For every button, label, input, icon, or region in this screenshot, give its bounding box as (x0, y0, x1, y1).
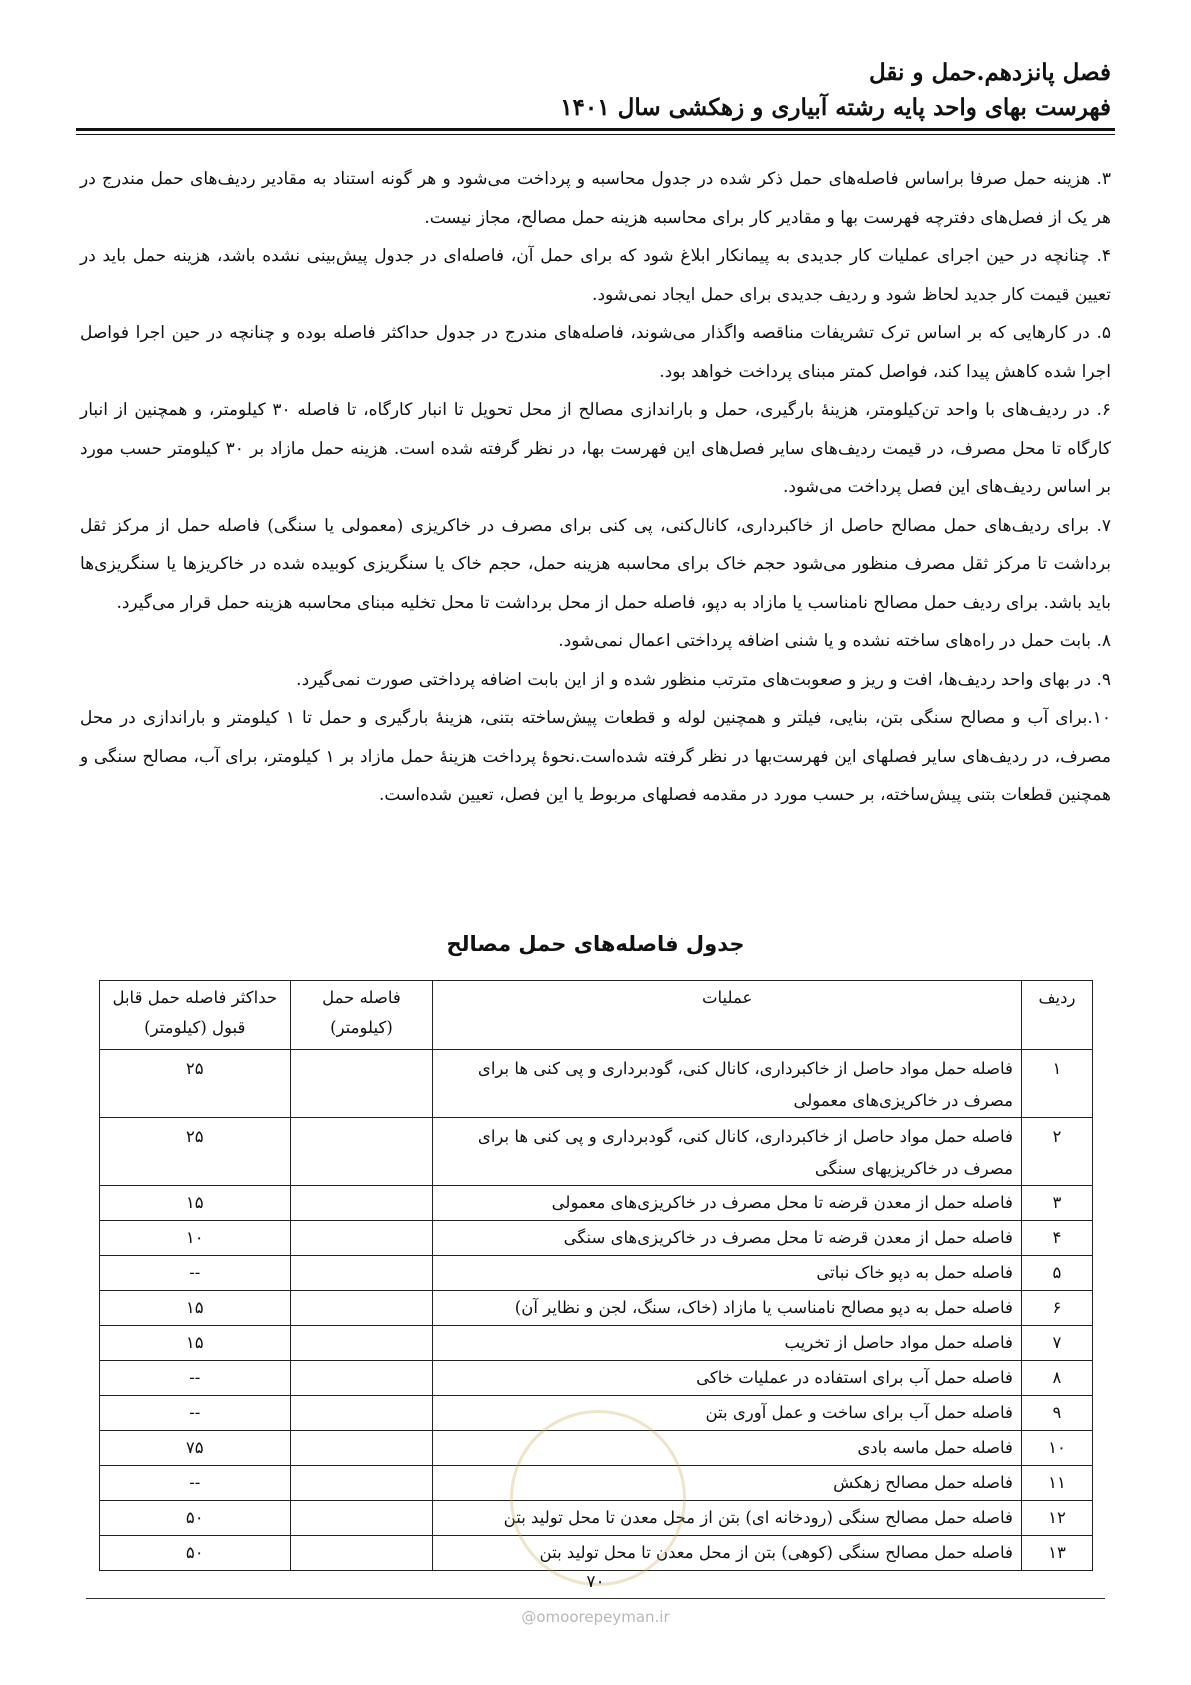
header-rule-thin (76, 134, 1115, 135)
row-operation: فاصله حمل مصالح سنگی (رودخانه ای) بتن از محل معدن تا محل تولید بتن (433, 1501, 1022, 1536)
paragraph-7: ۷. برای ردیف‌های حمل مصالح حاصل از خاکبرداری، کانال‌کنی، پی کنی برای مصرف در خاکریزی (معمولی یا سنگی) فاصله حمل از مرکز ثقل برداشت تا مرکز ثقل مصرف منظور می‌شود حجم خاک برای محاسبه هزینه حمل، حجم خاک یا سنگریزی کوبیده شده در خاکریزها یا سنگریزی‌ها باید باشد. برای ردیف حمل مصالح نامناسب یا مازاد به دپو، فاصله حمل از محل برداشت تا محل تخلیه مبنای محاسبه هزینه حمل قرار می‌گیرد. (80, 515, 1111, 613)
table-row (100, 1221, 1093, 1256)
page-number: ۷۰ (586, 1572, 605, 1592)
watermark-text: @omoorepeyman.ir (521, 1608, 670, 1626)
row-number: ۸ (1021, 1361, 1092, 1396)
paragraph-4: ۴. چنانچه در حین اجرای عملیات کار جدیدی به پیمانکار ابلاغ شود که برای حمل آن، فاصله‌ای در جدول پیش‌بینی نشده باشد، هزینه حمل باید در تعیین قیمت کار جدید لحاظ شود و ردیف جدیدی برای حمل ایجاد نمی‌شود. (80, 246, 1111, 305)
header-distance: فاصله حمل (کیلومتر) (290, 981, 433, 1050)
row-operation: فاصله حمل مواد حاصل از خاکبرداری، کانال کنی، گودبرداری و پی کنی ها برای مصرف در خاکریزی‌های معمولی (433, 1050, 1022, 1118)
row-distance (290, 1536, 433, 1571)
row-operation: فاصله حمل به دپو مصالح نامناسب یا مازاد (خاک، سنگ، لجن و نظایر آن) (433, 1291, 1022, 1326)
row-max-distance: ۱۰ (100, 1221, 291, 1256)
table-row (100, 1118, 1093, 1186)
table-row (100, 1326, 1093, 1361)
row-number: ۲ (1021, 1118, 1092, 1186)
row-operation: فاصله حمل مصالح زهکش (433, 1466, 1022, 1501)
row-operation: فاصله حمل آب برای ساخت و عمل آوری بتن (433, 1396, 1022, 1431)
body-text (80, 160, 1111, 815)
row-max-distance: ۵۰ (100, 1501, 291, 1536)
row-number: ۱۲ (1021, 1501, 1092, 1536)
paragraph-3: ۳. هزینه حمل صرفا براساس فاصله‌های حمل ذکر شده در جدول محاسبه و پرداخت می‌شود و هر گونه استناد به مقادیر ردیف‌های حمل مندرج در هر یک از فصل‌های دفترچه فهرست بها و مقادیر کار برای محاسبه هزینه حمل مصالح، مجاز نیست. (80, 169, 1111, 228)
row-number: ۳ (1021, 1186, 1092, 1221)
watermark-seal-icon (510, 1410, 686, 1586)
row-max-distance: -- (100, 1256, 291, 1291)
table-row (100, 1186, 1093, 1221)
row-operation: فاصله حمل آب برای استفاده در عملیات خاکی (433, 1361, 1022, 1396)
table-row (100, 1256, 1093, 1291)
row-max-distance: ۷۵ (100, 1431, 291, 1466)
row-number: ۷ (1021, 1326, 1092, 1361)
row-max-distance: ۱۵ (100, 1291, 291, 1326)
row-distance (290, 1256, 433, 1291)
row-max-distance: -- (100, 1396, 291, 1431)
row-distance (290, 1221, 433, 1256)
row-number: ۵ (1021, 1256, 1092, 1291)
table-row (100, 1050, 1093, 1118)
paragraph-6: ۶. در ردیف‌های با واحد تن‌کیلومتر، هزینهٔ بارگیری، حمل و باراندازی مصالح از محل تحویل تا انبار کارگاه، تا فاصله ۳۰ کیلومتر، و همچنین از انبار کارگاه تا محل مصرف، در قیمت ردیف‌های سایر فصل‌های این فهرست بها، در نظر گرفته شده است. هزینه حمل مازاد بر ۳۰ کیلومتر حسب مورد بر اساس ردیف‌های این فصل پرداخت می‌شود. (80, 400, 1111, 497)
row-number: ۶ (1021, 1291, 1092, 1326)
row-distance (290, 1050, 433, 1118)
row-number: ۱۰ (1021, 1431, 1092, 1466)
row-max-distance: -- (100, 1361, 291, 1396)
row-number: ۱۳ (1021, 1536, 1092, 1571)
row-distance (290, 1431, 433, 1466)
row-max-distance: ۱۵ (100, 1326, 291, 1361)
paragraph-5: ۵. در کارهایی که بر اساس ترک تشریفات مناقصه واگذار می‌شوند، فاصله‌های مندرج در جدول حداکثر فاصله بوده و چنانچه در حین اجرا فواصل اجرا شده کاهش پیدا کند، فواصل کمتر مبنای پرداخت خواهد بود. (80, 323, 1111, 382)
row-max-distance: -- (100, 1466, 291, 1501)
paragraph-8: ۸. بابت حمل در راه‌های ساخته نشده و یا شنی اضافه پرداختی اعمال نمی‌شود. (558, 631, 1111, 651)
page-header (80, 56, 1111, 126)
row-operation: فاصله حمل ماسه بادی (433, 1431, 1022, 1466)
row-max-distance: ۲۵ (100, 1050, 291, 1118)
header-rule-thick (76, 128, 1115, 131)
row-distance (290, 1291, 433, 1326)
document-subtitle: فهرست بهای واحد پایه رشته آبیاری و زهکشی سال ۱۴۰۱ (560, 94, 1111, 121)
row-number: ۹ (1021, 1396, 1092, 1431)
row-operation: فاصله حمل مواد حاصل از تخریب (433, 1326, 1022, 1361)
row-distance (290, 1326, 433, 1361)
row-distance (290, 1118, 433, 1186)
row-max-distance: ۲۵ (100, 1118, 291, 1186)
row-number: ۱ (1021, 1050, 1092, 1118)
row-max-distance: ۱۵ (100, 1186, 291, 1221)
row-distance (290, 1186, 433, 1221)
paragraph-9: ۹. در بهای واحد ردیف‌ها، افت و ریز و صعوبت‌های مترتب منظور شده و از این بابت اضافه پرداختی صورت نمی‌گیرد. (296, 669, 1111, 690)
row-distance (290, 1466, 433, 1501)
footer-rule (86, 1598, 1105, 1599)
table-title: جدول فاصله‌های حمل مصالح (446, 932, 745, 956)
row-distance (290, 1396, 433, 1431)
row-number: ۴ (1021, 1221, 1092, 1256)
row-distance (290, 1501, 433, 1536)
table-row (100, 1291, 1093, 1326)
table-header-row (100, 981, 1093, 1050)
row-operation: فاصله حمل از معدن قرضه تا محل مصرف در خاکریزی‌های معمولی (433, 1186, 1022, 1221)
row-operation: فاصله حمل مواد حاصل از خاکبرداری، کانال کنی، گودبرداری و پی کنی ها برای مصرف در خاکریزیهای سنگی (433, 1118, 1022, 1186)
header-operation: عملیات (433, 981, 1022, 1050)
row-number: ۱۱ (1021, 1466, 1092, 1501)
row-operation: فاصله حمل به دپو خاک نباتی (433, 1256, 1022, 1291)
row-operation: فاصله حمل از معدن قرضه تا محل مصرف در خاکریزی‌های سنگی (433, 1221, 1022, 1256)
paragraph-10: ۱۰.برای آب و مصالح سنگی بتن، بنایی، فیلتر و همچنین لوله و قطعات پیش‌ساخته بتنی، هزینهٔ بارگیری و حمل تا ۱ کیلومتر و باراندازی در محل مصرف، در ردیف‌های سایر فصلهای این فهرست‌بها در نظر گرفته شده‌است.نحوهٔ پرداخت هزینهٔ حمل مازاد بر ۱ کیلومتر، برای آب، مصالح سنگی و همچنین قطعات بتنی پیش‌ساخته، بر حسب مورد در مقدمه فصلهای مربوط یا این فصل، تعیین شده‌است. (80, 708, 1112, 805)
table-row (100, 1361, 1093, 1396)
header-max-distance: حداکثر فاصله حمل قابل قبول (کیلومتر) (100, 981, 291, 1050)
row-operation: فاصله حمل مصالح سنگی (کوهی) بتن از محل معدن تا محل تولید بتن (433, 1536, 1022, 1571)
chapter-title: فصل پانزدهم.حمل و نقل (868, 59, 1111, 86)
row-max-distance: ۵۰ (100, 1536, 291, 1571)
row-distance (290, 1361, 433, 1396)
header-row-number: ردیف (1021, 981, 1092, 1050)
